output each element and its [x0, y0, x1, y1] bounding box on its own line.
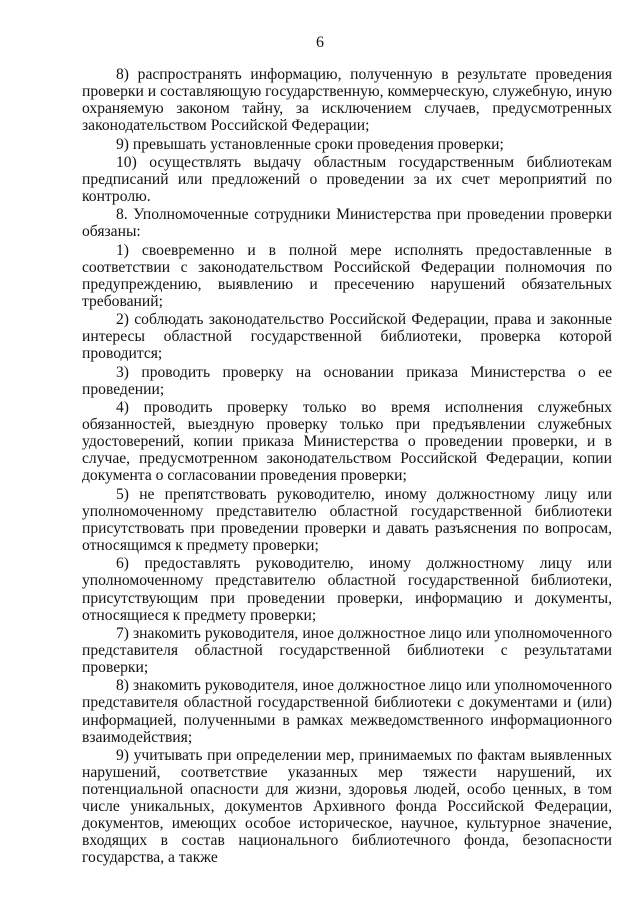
paragraph-prohibition-8: 8) распространять информацию, полученную в результате проведения проверки и составляющую государственную, коммерческую, служебную, иную охраняемую законом тайну, за исключением случаев, предусмотренных законодательством Российской Федерации; — [82, 66, 612, 135]
paragraph-duty-1: 1) своевременно и в полной мере исполнять предоставленные в соответствии с законодательством Российской Федерации полномочия по предупреждению, выявлению и пресечению нарушений обязательных требований; — [82, 241, 612, 310]
paragraph-duty-7: 7) знакомить руководителя, иное должностное лицо или уполномоченного представителя областной государственной библиотеки с результатами проверки; — [82, 624, 612, 677]
paragraph-duty-6: 6) предоставлять руководителю, иному должностному лицу или уполномоченному представителю областной государственной библиотеки, присутствующим при проведении проверки, информацию и документы, относящиеся к предмету проверки; — [82, 555, 612, 624]
paragraph-section-8: 8. Уполномоченные сотрудники Министерства при проведении проверки обязаны: — [82, 206, 612, 241]
paragraph-prohibition-10: 10) осуществлять выдачу областным государственным библиотекам предписаний или предложений о проведении за их счет мероприятий по контролю. — [82, 153, 612, 206]
paragraph-duty-2: 2) соблюдать законодательство Российской Федерации, права и законные интересы областной государственной библиотеки, проверка которой проводится; — [82, 311, 612, 363]
document-body — [82, 66, 612, 868]
paragraph-duty-8: 8) знакомить руководителя, иное должностное лицо или уполномоченного представителя областной государственной библиотеки с документами и (или) информацией, полученными в рамках межведомственного информационного взаимодействия; — [82, 677, 612, 746]
paragraph-duty-5: 5) не препятствовать руководителю, иному должностному лицу или уполномоченному представителю областной государственной библиотеки присутствовать при проведении проверки и давать разъяснения по вопросам, относящимся к предмету проверки; — [82, 485, 612, 555]
paragraph-duty-9: 9) учитывать при определении мер, принимаемых по фактам выявленных нарушений, соответствие указанных мер тяжести нарушений, их потенциальной опасности для жизни, здоровья людей, особо ценных, в том числе уникальных, документов Архивного фонда Российской Федерации, документов, имеющих особое историческое, научное, культурное значение, входящих в состав национального библиотечного фонда, безопасности государства, а также — [82, 746, 612, 867]
paragraph-duty-4: 4) проводить проверку только во время исполнения служебных обязанностей, выездную проверку только при предъявлении служебных удостоверений, копии приказа Министерства о проведении проверки, и в случае, предусмотренном законодательством Российской Федерации, копии документа о согласовании проведения проверки; — [82, 399, 612, 485]
paragraph-prohibition-9: 9) превышать установленные сроки проведения проверки; — [116, 135, 504, 153]
page-number: 6 — [316, 34, 324, 51]
paragraph-duty-3: 3) проводить проверку на основании приказа Министерства о ее проведении; — [82, 363, 612, 398]
